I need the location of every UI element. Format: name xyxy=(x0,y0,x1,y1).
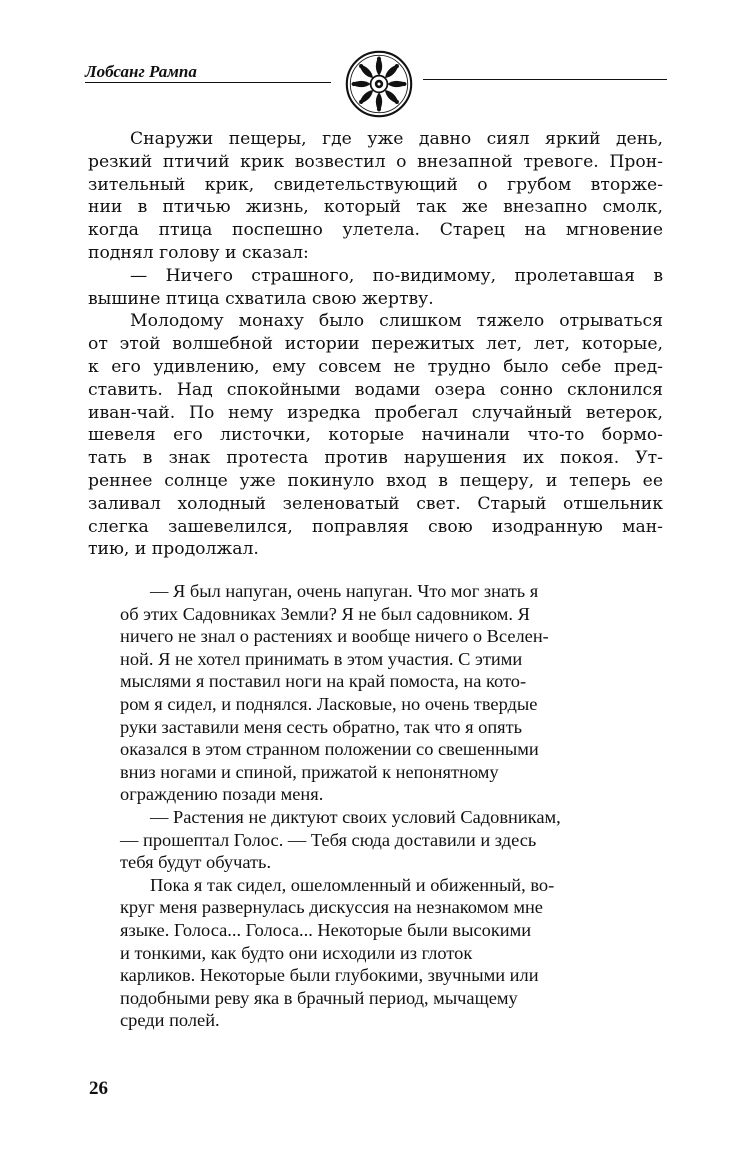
text-line: к его удивлению, ему совсем не трудно было себе пред- xyxy=(88,356,663,377)
running-header-author: Лобсанг Рампа xyxy=(85,62,197,81)
text-line: мыслями я поставил ноги на край помоста, на кото- xyxy=(120,671,527,692)
text-line: тию, и продолжал. xyxy=(88,539,259,560)
text-line: тебя будут обучать. xyxy=(120,852,272,873)
page-number: 26 xyxy=(89,1078,108,1099)
text-line: резкий птичий крик возвестил о внезапной тревоге. Прон- xyxy=(88,151,663,172)
paragraph-1 xyxy=(88,128,663,265)
text-line: — Ничего страшного, по-видимому, пролетавшая в xyxy=(130,265,663,286)
text-line: ром я сидел, и поднялся. Ласковые, но очень твердые xyxy=(120,693,538,714)
text-line: иван-чай. По нему изредка пробегал случайный ветерок, xyxy=(88,402,663,423)
text-line: поднял голову и сказал: xyxy=(88,242,309,263)
text-line: Молодому монаху было слишком тяжело отрываться xyxy=(130,311,663,332)
text-line: Пока я так сидел, ошеломленный и обиженный, во- xyxy=(150,874,555,895)
running-header xyxy=(85,52,667,116)
text-line: слегка зашевелился, поправляя свою изодранную ман- xyxy=(88,516,663,537)
text-block-1 xyxy=(88,128,663,561)
header-rule-right xyxy=(423,79,667,80)
text-line: шевеля его листочки, которые начинали что-то бормо- xyxy=(88,425,663,446)
text-line: ограждению позади меня. xyxy=(120,784,324,805)
text-line: карликов. Некоторые были глубокими, звучными или xyxy=(120,965,539,986)
text-line: — прошептал Голос. — Тебя сюда доставили и здесь xyxy=(120,829,537,850)
text-line: оказался в этом странном положении со свешенными xyxy=(120,739,539,760)
text-line: нии в птичью жизнь, который так же внезапно смолк, xyxy=(88,197,663,218)
text-line: об этих Садовниках Земли? Я не был садовником. Я xyxy=(120,603,530,624)
text-line: подобными реву яка в брачный период, мычащему xyxy=(120,987,518,1008)
text-line: языке. Голоса... Голоса... Некоторые были высокими xyxy=(120,919,532,940)
text-line: заливал холодный зеленоватый свет. Старый отшельник xyxy=(88,493,663,514)
text-line: вниз ногами и спиной, прижатой к непонятному xyxy=(120,761,499,782)
text-line: когда птица поспешно улетела. Старец на мгновение xyxy=(88,220,663,241)
paragraph-2 xyxy=(88,265,663,311)
text-line: среди полей. xyxy=(120,1010,220,1031)
text-line: — Я был напуган, очень напуган. Что мог знать я xyxy=(150,581,539,601)
text-line: — Растения не диктуют своих условий Садовникам, xyxy=(150,806,561,827)
text-line: руки заставили меня сесть обратно, так что я опять xyxy=(120,716,523,737)
text-line: тать в знак протеста против нарушения их покоя. Ут- xyxy=(88,448,663,469)
paragraph-4 xyxy=(120,580,620,806)
text-line: круг меня развернулась дискуссия на незнакомом мне xyxy=(120,897,543,918)
text-block-2 xyxy=(120,580,620,1032)
dharma-wheel-icon xyxy=(344,49,414,119)
paragraph-5 xyxy=(120,806,620,874)
text-line: ничего не знал о растениях и вообще ничего о Вселен- xyxy=(120,626,549,647)
text-line: зительный крик, свидетельствующий о грубом вторже- xyxy=(88,174,663,195)
text-line: и тонкими, как будто они исходили из глоток xyxy=(120,942,473,963)
paragraph-6 xyxy=(120,874,620,1032)
header-rule-left xyxy=(85,82,331,83)
paragraph-3 xyxy=(88,310,663,561)
text-line: вышине птица схватила свою жертву. xyxy=(88,288,434,309)
text-line: от этой волшебной истории пережитых лет, лет, которые, xyxy=(88,334,663,355)
text-line: ставить. Над спокойными водами озера сонно склонился xyxy=(88,379,663,400)
text-line: реннее солнце уже покинуло вход в пещеру, и теперь ее xyxy=(88,470,663,491)
text-line: Снаружи пещеры, где уже давно сиял яркий день, xyxy=(130,129,663,149)
text-line: ной. Я не хотел принимать в этом участия. С этими xyxy=(120,648,523,669)
